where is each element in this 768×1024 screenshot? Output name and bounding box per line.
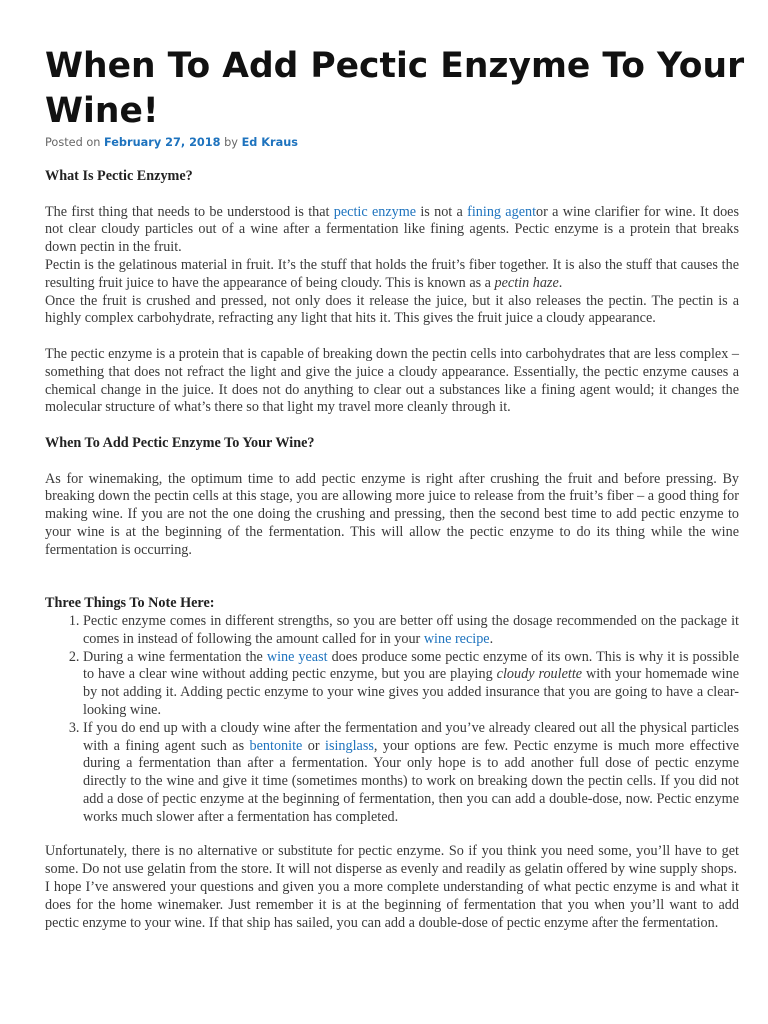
paragraph: Once the fruit is crushed and pressed, not only does it release the juice, but it also releases the pectin. The pectin is a highly complex carbohydrate, refracting any light that hits it. This gives the fruit juice a cloudy appearance. (45, 292, 739, 327)
notes-list (45, 613, 739, 827)
wine-recipe-link[interactable]: wine recipe (423, 630, 490, 647)
by-label: by (220, 136, 242, 149)
author-link[interactable]: Ed Kraus (241, 136, 299, 149)
wine-yeast-link[interactable]: wine yeast (266, 648, 328, 665)
post-date-link[interactable]: February 27, 2018 (104, 136, 221, 149)
article-body (45, 168, 739, 932)
list-item: 1. Pectic enzyme comes in different strengths, so you are better off using the dosage recommended on the package it comes in instead of following the amount called for in your wine recipe. (83, 613, 739, 649)
isinglass-link[interactable]: isinglass (325, 737, 374, 754)
section-heading-what-is: What Is Pectic Enzyme? (45, 168, 193, 184)
paragraph: The pectic enzyme is a protein that is capable of breaking down the pectin cells into carbohydrates that are less complex – something that does not refract the light and give the juice a cloudy appearance. Essentially, the pectic enzyme causes a chemical change in the juice. It does not do anything to clear out a substances like a fining agent would; it changes the molecular structure of what’s there so that light my travel more cleanly through it. (45, 345, 739, 416)
section-heading-three-things: Three Things To Note Here: (45, 595, 215, 612)
paragraph: I hope I’ve answered your questions and given you a more complete understanding of what pectic enzyme is and what it does for the home winemaker. Just remember it is at the beginning of fermentation that you when you’ll want to add pectic enzyme to your wine. If that ship has sailed, you can add a double-dose of pectic enzyme after the fermentation. (45, 879, 739, 931)
cloudy-roulette-emphasis: cloudy roulette (496, 666, 583, 683)
article-title: When To Add Pectic Enzyme To Your Wine! (45, 46, 745, 131)
fining-agent-link[interactable]: fining agent (467, 203, 537, 220)
pectic-enzyme-link[interactable]: pectic enzyme (333, 203, 417, 220)
post-meta (45, 136, 298, 149)
bentonite-link[interactable]: bentonite (249, 737, 303, 754)
section-heading-when-to-add: When To Add Pectic Enzyme To Your Wine? (45, 434, 315, 451)
paragraph: As for winemaking, the optimum time to add pectic enzyme is right after crushing the fruit and before pressing. By breaking down the pectin cells at this stage, you are allowing more juice to release from the fruit’s fiber – a good thing for making wine. If you are not the one doing the crushing and pressing, then the second best time to add pectic enzyme to your wine is at the beginning of the fermentation. This will allow the pectic enzyme to do its thing while the wine fermentation is occurring. (45, 470, 739, 558)
list-item: 2. During a wine fermentation the wine yeast does produce some pectic enzyme of its own. This is why it is possible to have a clear wine without adding pectic enzyme, but you are playing cloudy roulette with your homemade wine by not adding it. Adding pectic enzyme to your wine gives you added insurance that you are going to have a clear-looking wine. (83, 649, 739, 720)
list-item: 3. If you do end up with a cloudy wine after the fermentation and you’ve already cleared out all the physical particles with a fining agent such as bentonite or isinglass, your options are few. Pectic enzyme is much more effective during a fermentation than after a fermentation. Your only hope is to add another full dose of pectic enzyme directly to the wine and give it time (sometimes months) to work on breaking down the pectin cells. If you did not add a dose of pectic enzyme at the beginning of fermentation, then you can add a double-dose, now. Pectic enzyme works much slower after a fermentation has completed. (83, 720, 739, 827)
paragraph: The first thing that needs to be understood is that pectic enzyme is not a fining agentor a wine clarifier for wine. It does not clear cloudy particles out of a wine after a fermentation like fining agents. Pectic enzyme is a protein that breaks down pectin in the fruit. (45, 203, 739, 256)
paragraph: Unfortunately, there is no alternative or substitute for pectic enzyme. So if you think you need some, you’ll have to get some. Do not use gelatin from the store. It will not disperse as evenly and readily as gelatin offered by wine supply shops. (45, 843, 739, 878)
pectin-haze-emphasis: pectin haze (494, 274, 559, 291)
posted-on-label: Posted on (45, 136, 105, 149)
paragraph: Pectin is the gelatinous material in fruit. It’s the stuff that holds the fruit’s fiber together. It is also the stuff that causes the resulting fruit juice to have the appearance of being cloudy. This is known as a pectin haze. (45, 256, 739, 291)
